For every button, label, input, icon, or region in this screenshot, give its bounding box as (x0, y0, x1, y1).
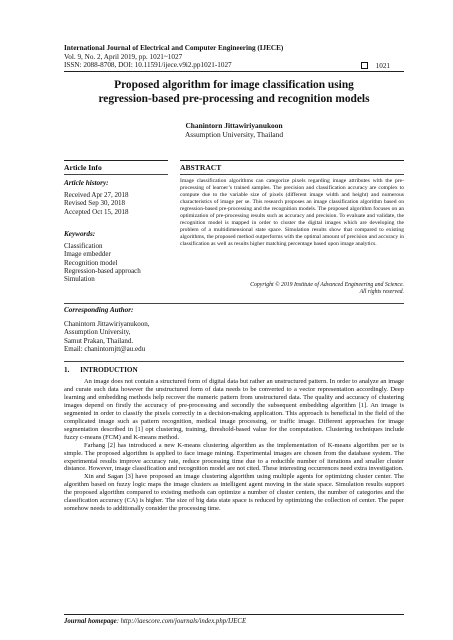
abstract-sub-rule (180, 174, 404, 175)
copyright-notice (180, 282, 404, 296)
corresponding-email: Email: chanintornjtt@au.edu (64, 344, 146, 353)
history-heading: Article history: (64, 179, 109, 187)
copyright-line-2: All rights reserved. (359, 289, 404, 296)
abstract-text: Image classification algorithms can categorize pixels regarding image attributes with the pre-processing of learner’s trained samples. The precision and classification accuracy are complex to compute due to the variable size of pixels (different image width and height) and numerous characteristics of image per se. This research proposes an image classification algorithm based on regression-based pre-processing and the recognition models. The proposed algorithm focuses on an optimization of pre-processing results such as accuracy and precision. To evaluate and validate, the recognition model is mapped in order to cluster the digital images which are developing the problem of a multidimensional state space. Simulation results show that compared to existing algorithms, the proposed method outperforms with the optimal amount of precision and accuracy in classification as well as results higher matching percentage based upon image analytics. (180, 178, 404, 248)
title-line-1: Proposed algorithm for image classification using (114, 79, 354, 91)
journal-homepage-link[interactable]: : http://iaescore.com/journals/index.php/IJECE (116, 618, 247, 625)
keyword-item: Recognition model (64, 258, 118, 267)
history-list (64, 191, 168, 216)
keyword-item: Simulation (64, 275, 95, 284)
article-info-heading: Article Info (64, 163, 102, 172)
paper-title (64, 78, 404, 106)
introduction-body (64, 378, 404, 513)
journal-name: International Journal of Electrical and Computer Engineering (IJECE) (64, 44, 284, 52)
section-heading: 1. INTRODUCTION (64, 366, 138, 374)
footer-label: Journal homepage (64, 618, 117, 625)
article-info-sub-rule (64, 174, 168, 175)
abstract-heading: ABSTRACT (180, 163, 222, 172)
square-icon (361, 62, 368, 69)
journal-header (64, 44, 404, 70)
corresponding-details (64, 320, 264, 353)
author-block (64, 122, 404, 139)
paragraph: Farhang [2] has introduced a new K-means clustering algorithm as the implementation of K-means algorithm per se is simple. The proposed algorithm is applied to face image mining. Experimental images are chosen from the database system. The experimental results improve accuracy rate, reduce processing time due to a reducible number of iterations and smaller cluster distance. However, image classification and recognition model are not cited. These interesting occurrences need extra investigation. (64, 441, 404, 473)
footer-rule (64, 614, 404, 615)
title-line-2: regression-based pre-processing and recognition models (98, 93, 370, 105)
keyword-item: Regression-based approach (64, 266, 141, 275)
paragraph: An image does not contain a structured form of digital data but rather an unstructured pattern. In order to analyze an image and curate such data however the unstructured form of data needs to be converted to a vector representation accordingly. Deep learning and embedding methods help recover the numeric pattern from unstructured data. The quality and accuracy of clustering images depend on firstly the accuracy of pre-processing and secondly the subsequent embedding algorithm [1]. An image is segmented in order to classify the pixels correctly in a decision-making application. This approach is beneficial in the field of the complicated image such as pattern recognition, medical image processing, or traffic image. Different approaches for image segmentation described in [1] opt clustering, training, threshold-based value for the computation. Clustering techniques include fuzzy c-means (FCM) and K-means method. (64, 378, 404, 441)
abstract-top-rule (180, 160, 404, 161)
page-number-block (361, 62, 390, 70)
corresponding-line: Assumption University, (64, 328, 131, 337)
corresponding-bottom-rule (64, 361, 404, 362)
history-item: Revised Sep 30, 2018 (64, 199, 126, 208)
footer (64, 618, 246, 625)
copyright-line-1: Copyright © 2019 Institute of Advanced Engineering and Science. (250, 282, 404, 288)
keyword-item: Classification (64, 242, 103, 250)
author-name: Chanintorn Jittawiriyanukoon (185, 121, 283, 130)
article-info-top-rule (64, 160, 168, 161)
corresponding-line: Chanintorn Jittawiriyanukoon, (64, 320, 150, 328)
corresponding-line: Samut Prakan, Thailand. (64, 336, 134, 345)
header-rule (64, 71, 404, 72)
keywords-heading: Keywords: (64, 230, 96, 238)
history-item: Accepted Oct 15, 2018 (64, 207, 129, 216)
keywords-list (64, 242, 168, 283)
author-affiliation: Assumption University, Thailand (184, 129, 284, 139)
paragraph: Xin and Sagan [3] have proposed an image clustering algorithm using multiple agents for optimizing cluster center. The algorithm based on fuzzy logic maps the image clusters as intelligent agent moving in the state space. Simulation results support the proposed algorithm compared to existing methods can optimize a number of cluster centers, the number of categories and the classification accuracy (CA) is higher. The size of big data state space is reduced by optimizing the collection of center. The paper somehow needs to additionally consider the processing time. (64, 473, 404, 513)
keyword-item: Image embedder (64, 250, 111, 259)
history-item: Received Apr 27, 2018 (64, 191, 129, 199)
page-number: 1021 (375, 62, 390, 70)
corresponding-heading: Corresponding Author: (64, 306, 134, 314)
journal-volume: Vol. 9, No. 2, April 2019, pp. 1021~1027 (64, 52, 183, 61)
corresponding-top-rule (64, 303, 404, 304)
journal-issn: ISSN: 2088-8708, DOI: 10.11591/ijece.v9i2.pp1021-1027 (64, 61, 232, 70)
